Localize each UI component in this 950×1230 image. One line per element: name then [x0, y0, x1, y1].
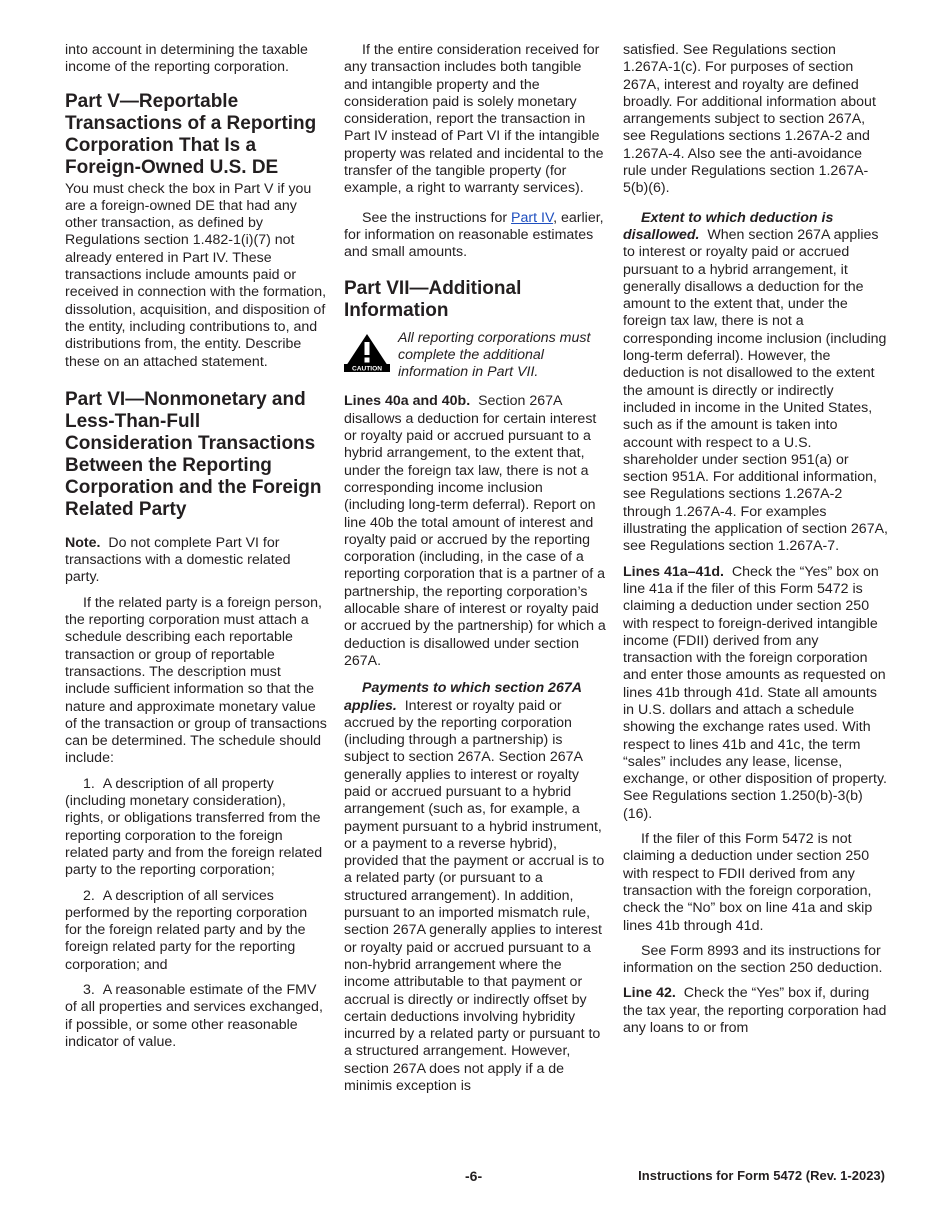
note-paragraph [65, 535, 327, 587]
payments-paragraph [344, 680, 606, 1095]
footer-title: Instructions for Form 5472 (Rev. 1-2023) [638, 1168, 885, 1183]
caution-icon [344, 332, 390, 372]
related-party-paragraph: If the related party is a foreign person, the reporting corporation must attach a schedule describing each reportable transaction or group of reportable transactions. The description must include sufficient information so that the nature and approximate monetary value of the transaction or group of transactions can be determined. The schedule should include: [65, 594, 327, 767]
lines-40-text: Section 267A disallows a deduction for certain interest or royalty paid or accrued pursuant to a hybrid arrangement, to the extent that, under the foreign tax law, there is not a corresponding income inclusion (including long-term deferral). Report on line 40b the total amount of interest and royalty paid or accrued by the reporting corporation (including, in the case of a reporting corporation that is a partner of a partnership, the reporting corporation’s allocable share of interest or royalty paid or accrued by the partnership) for which a deduction is disallowed under section 267A. [344, 393, 606, 669]
note-text: Do not complete Part VI for transactions with a domestic related party. [65, 534, 291, 586]
see-instructions-paragraph [344, 210, 606, 262]
extent-paragraph [623, 210, 888, 556]
line-42-text: Check the “Yes” box if, during the tax year, the reporting corporation had any loans to or from [623, 985, 887, 1037]
schedule-item-1: 1. A description of all property (including monetary consideration), rights, or obligations transferred from the reporting corporation to the foreign related party and from the foreign related party to the reporting corporation; [65, 775, 323, 879]
see-prefix: See the instructions for [362, 209, 512, 226]
caution-box [344, 330, 606, 382]
column-right [623, 42, 888, 1045]
see-suffix: , earlier, for information on reasonable estimates and small amounts. [344, 209, 604, 261]
note-label: Note. [65, 534, 101, 551]
extent-label: Extent to which deduction is disallowed. [623, 209, 834, 243]
page-number: -6- [465, 1168, 483, 1184]
part-vii-heading: Part VII—Additional Information [344, 277, 522, 321]
payments-text: Interest or royalty paid or accrued by the reporting corporation (including through a partnership) is subject to section 267A. Section 267A generally applies to interest or royalty paid or accrued pursuant to a hybrid arrangement (such as, for example, a payment pursuant to a hybrid instrument, or a payment to a reverse hybrid), provided that the payment or accrual is to a related party (or pursuant to a structured arrangement). In addition, pursuant to an imported mismatch rule, section 267A generally applies to interest or royalty paid or accrued pursuant to a non-hybrid arrangement where the income attributable to that payment or accrual is directly or indirectly offset by certain deductions involving hybridity incurred by a related party or pursuant to a structured arrangement. However, section 267A does not apply if a de minimis exception is [344, 697, 605, 1095]
part-vi-heading: Part VI—Nonmonetary and Less-Than-Full Consideration Transactions Between the Reporting Corporation and the Foreign Related Party [65, 388, 322, 520]
column-middle [344, 42, 606, 1103]
schedule-item-2: 2. A description of all services performed by the reporting corporation for the foreign related party and by the foreign related party for the reporting corporation; and [65, 887, 308, 973]
lines-40-paragraph [344, 393, 606, 670]
schedule-item-3: 3. A reasonable estimate of the FMV of all properties and services exchanged, if possible, or some other reasonable indicator of value. [65, 981, 323, 1050]
form-8993-paragraph: See Form 8993 and its instructions for information on the section 250 deduction. [623, 942, 883, 977]
payments-label: Payments to which section 267A applies. [344, 680, 582, 714]
line-42-label: Line 42. [623, 985, 676, 1002]
part-v-paragraph: You must check the box in Part V if you are a foreign-owned DE that had any other transaction, as defined by Regulations section 1.482-1(i)(7) not already entered in Part IV. These transactions include amounts paid or received in connection with the formation, dissolution, acquisition, and disposition of the entity, including contributions to, and distributions from, the entity. Describe these on an attached statement. [65, 180, 327, 370]
satisfied-paragraph: satisfied. See Regulations section 1.267A-1(c). For purposes of section 267A, interest and royalty are defined broadly. For additional information about arrangements subject to section 267A, see Regulations sections 1.267A-2 and 1.267A-4. Also see the anti-avoidance rule under Regulations section 1.267A-5(b)(6). [623, 42, 876, 197]
lines-41-label: Lines 41a–41d. [623, 563, 724, 580]
part-iv-link[interactable]: Part IV [511, 209, 554, 226]
caution-label: CAUTION [351, 365, 383, 372]
extent-text: When section 267A applies to interest or royalty paid or accrued pursuant to a hybrid arrangement, it generally disallows a deduction for the amount to the extent that, under the foreign tax law, there is not a corresponding income inclusion (including long-term deferral). However, the deduction is not disallowed to the extent the amount is directly or indirectly included in income in the United States, such as if the amount is taken into account with respect to a U.S. shareholder under section 951(a) or section 951A. For additional information, see Regulations sections 1.267A-2 through 1.267A-4. For examples illustrating the application of section 267A, see Regulations section 1.267A-7. [623, 226, 888, 555]
intro-paragraph: into account in determining the taxable income of the reporting corporation. [65, 42, 308, 76]
not-claiming-paragraph: If the filer of this Form 5472 is not claiming a deduction under section 250 with respect to FDII derived from any transaction with the foreign corporation, check the “No” box on line 41a and skip lines 41b through 41d. [623, 831, 873, 934]
caution-text: All reporting corporations must complete the additional information in Part VII. [398, 329, 591, 381]
column-left [65, 42, 327, 1059]
lines-41-paragraph [623, 564, 888, 823]
page-footer [0, 1168, 950, 1188]
entire-consideration-paragraph: If the entire consideration received for any transaction includes both tangible and intangible property and the consideration paid is solely monetary consideration, report the transaction in Part IV instead of Part VI if the intangible property was related and incidental to the transfer of the tangible property (for example, a right to warranty services). [344, 42, 604, 197]
lines-40-label: Lines 40a and 40b. [344, 393, 471, 410]
line-42-paragraph [623, 985, 888, 1037]
lines-41-text: Check the “Yes” box on line 41a if the filer of this Form 5472 is claiming a deduction under section 250 with respect to foreign-derived intangible income (FDII) derived from any transaction with the foreign corporation and enter those amounts as requested on lines 41b through 41d. State all amounts in U.S. dollars and attach a schedule showing the exchange rates used. With respect to lines 41b and 41c, the term “sales” includes any lease, license, exchange, or other disposition of property. See Regulations section 1.250(b)-3(b)(16). [623, 563, 887, 822]
part-v-heading: Part V—Reportable Transactions of a Reporting Corporation That Is a Foreign-Owned U.S. DE [65, 90, 317, 178]
